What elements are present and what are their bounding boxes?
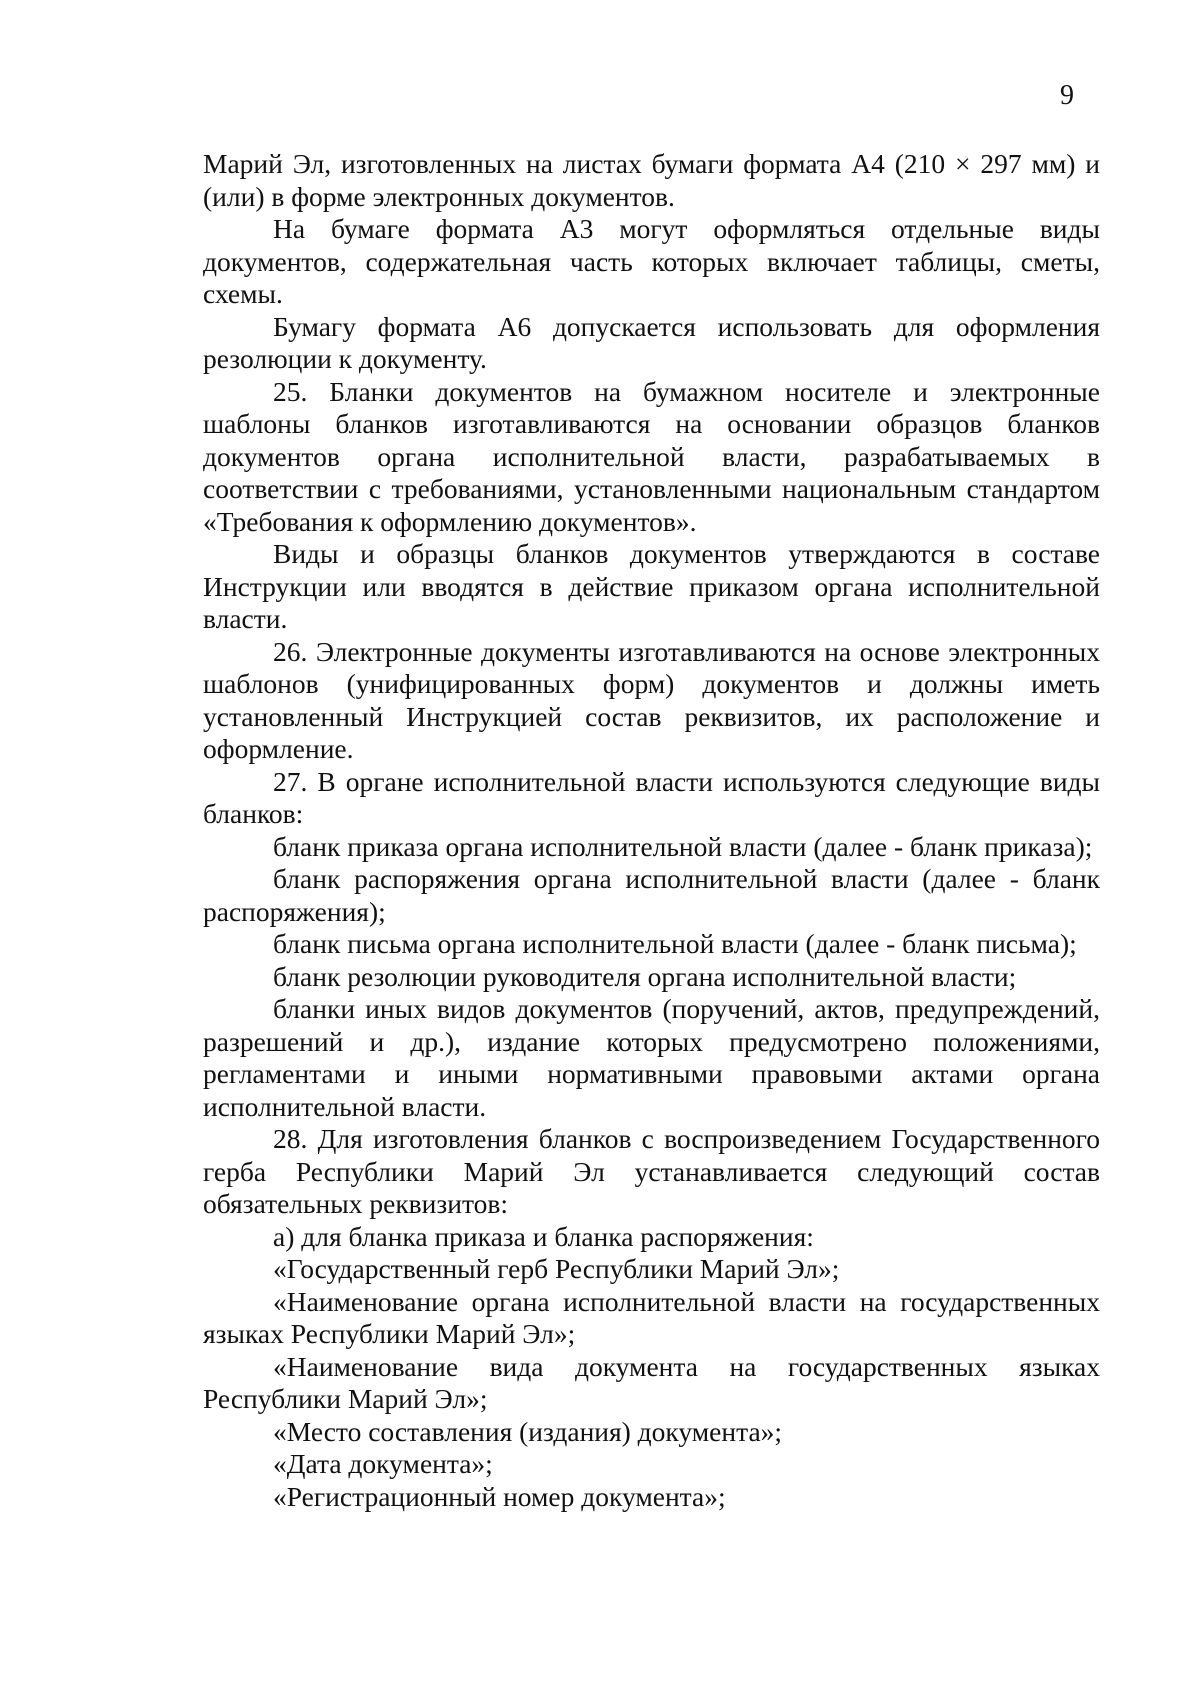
paragraph-item-28: 28. Для изготовления бланков с воспроизведением Государственного герба Республики Марий Эл устанавливается следующий состав обязательных реквизитов:	[203, 1123, 1100, 1219]
requisite-authority-name: «Наименование органа исполнительной власти на государственных языках Республики Марий Эл»;	[203, 1285, 1100, 1349]
paragraph-blank-types-approval: Виды и образцы бланков документов утверждаются в составе Инструкции или вводятся в действие приказом органа исполнительной власти.	[203, 538, 1100, 634]
list-item-letter-blank: бланк письма органа исполнительной власти (далее - бланк письма);	[273, 928, 1077, 959]
requisite-coat-of-arms: «Государственный герб Республики Марий Эл»;	[273, 1253, 840, 1284]
requisite-date: «Дата документа»;	[273, 1448, 493, 1479]
requisite-place: «Место составления (издания) документа»;	[273, 1415, 783, 1447]
page-number: 9	[1060, 80, 1074, 111]
paragraph-a6-format: Бумагу формата А6 допускается использовать для оформления резолюции к документу.	[203, 310, 1100, 374]
subitem-a: а) для бланка приказа и бланка распоряжения:	[273, 1220, 814, 1252]
paragraph-item-27: 27. В органе исполнительной власти используются следующие виды бланков:	[203, 765, 1100, 829]
paragraph-item-26: 26. Электронные документы изготавливаются на основе электронных шаблонов (унифицированных форм) документов и должны иметь установленный Инструкцией состав реквизитов, их расположение и оформление.	[203, 635, 1100, 764]
requisite-registration-number: «Регистрационный номер документа»;	[273, 1480, 726, 1512]
list-item-directive-blank: бланк распоряжения органа исполнительной власти (далее - бланк распоряжения);	[203, 863, 1100, 927]
paragraph-a3-format: На бумаге формата А3 могут оформляться отдельные виды документов, содержательная часть которых включает таблицы, сметы, схемы.	[203, 213, 1100, 309]
requisite-document-type: «Наименование вида документа на государственных языках Республики Марий Эл»;	[203, 1350, 1100, 1414]
list-item-resolution-blank: бланк резолюции руководителя органа исполнительной власти;	[273, 960, 1017, 992]
list-item-other-blanks: бланки иных видов документов (поручений, актов, предупреждений, разрешений и др.), издание которых предусмотрено положениями, регламентами и иными нормативными правовыми актами органа исполнительной власти.	[203, 993, 1100, 1122]
paragraph-continuation: Марий Эл, изготовленных на листах бумаги формата А4 (210 × 297 мм) и (или) в форме электронных документов.	[203, 148, 1100, 212]
paragraph-item-25: 25. Бланки документов на бумажном носителе и электронные шаблоны бланков изготавливаются на основании образцов бланков документов органа исполнительной власти, разрабатываемых в соответствии с требованиями, установленными национальным стандартом «Требования к оформлению документов».	[203, 375, 1100, 537]
list-item-order-blank: бланк приказа органа исполнительной власти (далее - бланк приказа);	[273, 830, 1093, 862]
document-body	[203, 148, 1100, 1513]
